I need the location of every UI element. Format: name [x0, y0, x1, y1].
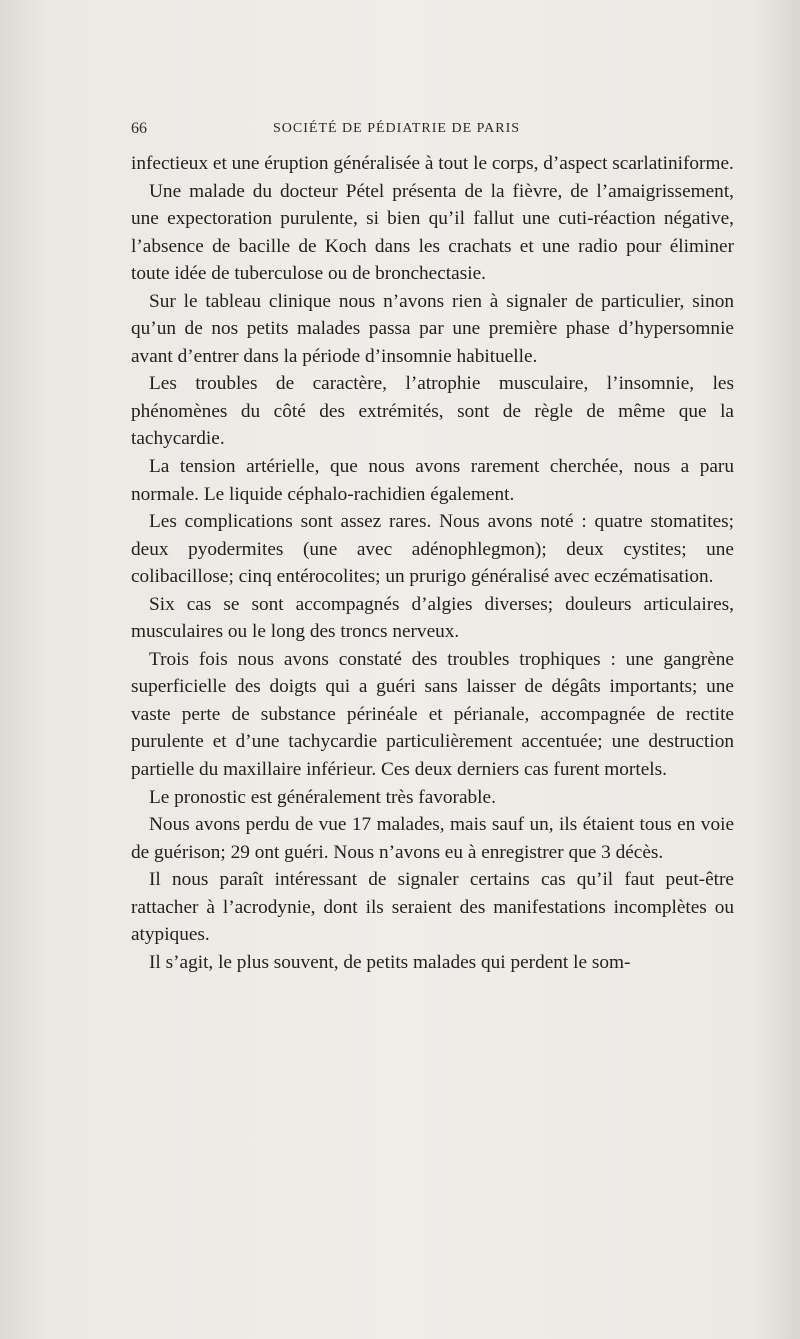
body-text	[131, 150, 734, 976]
paragraph: Sur le tableau clinique nous n’avons rien à signaler de particulier, sinon qu’un de nos petits malades passa par une première phase d’hypersomnie avant d’entrer dans la période d’insomnie habituelle.	[131, 290, 734, 367]
paragraph: Une malade du docteur Pétel présenta de la fièvre, de l’amaigrissement, une expectoration purulente, si bien qu’il fallut une cuti-réaction négative, l’absence de bacille de Koch dans les crachats et une radio pour éliminer toute idée de tuberculose ou de bronchectasie.	[131, 180, 734, 285]
paragraph: Trois fois nous avons constaté des troubles trophiques : une gangrène superficielle des doigts qui a guéri sans laisser de dégâts importants; une vaste perte de substance périnéale et périanale, accompagnée de rectite purulente et d’une tachycardie particulièrement accentuée; une destruction partielle du maxillaire inférieur. Ces deux derniers cas furent mortels.	[131, 648, 734, 781]
paragraph: La tension artérielle, que nous avons rarement cherchée, nous a paru normale. Le liquide céphalo-rachidien également.	[131, 456, 734, 505]
paragraph: Le pronostic est généralement très favorable.	[149, 786, 496, 808]
paragraph: Nous avons perdu de vue 17 malades, mais sauf un, ils étaient tous en voie de guérison; 29 ont guéri. Nous n’avons eu à enregistrer que 3 décès.	[131, 814, 734, 863]
page-header	[131, 120, 731, 142]
running-head: SOCIÉTÉ DE PÉDIATRIE DE PARIS	[273, 121, 521, 136]
paragraph: Les troubles de caractère, l’atrophie musculaire, l’insomnie, les phénomènes du côté des extrémités, sont de règle de même que la tachycardie.	[131, 373, 734, 450]
page-number: 66	[131, 120, 147, 137]
paragraph-continued: infectieux et une éruption généralisée à tout le corps, d’aspect scarlatiniforme.	[131, 153, 734, 174]
paragraph: Six cas se sont accompagnés d’algies diverses; douleurs articulaires, musculaires ou le long des troncs nerveux.	[131, 593, 734, 643]
paragraph: Les complications sont assez rares. Nous avons noté : quatre stomatites; deux pyodermites (une avec adénophlegmon); deux cystites; une colibacillose; cinq entérocolites; un prurigo généralisé avec eczématisation.	[131, 511, 734, 588]
paragraph-continues: Il s’agit, le plus souvent, de petits malades qui perdent le som-	[149, 951, 631, 973]
paragraph: Il nous paraît intéressant de signaler certains cas qu’il faut peut-être rattacher à l’acrodynie, dont ils seraient des manifestations incomplètes ou atypiques.	[131, 869, 734, 946]
